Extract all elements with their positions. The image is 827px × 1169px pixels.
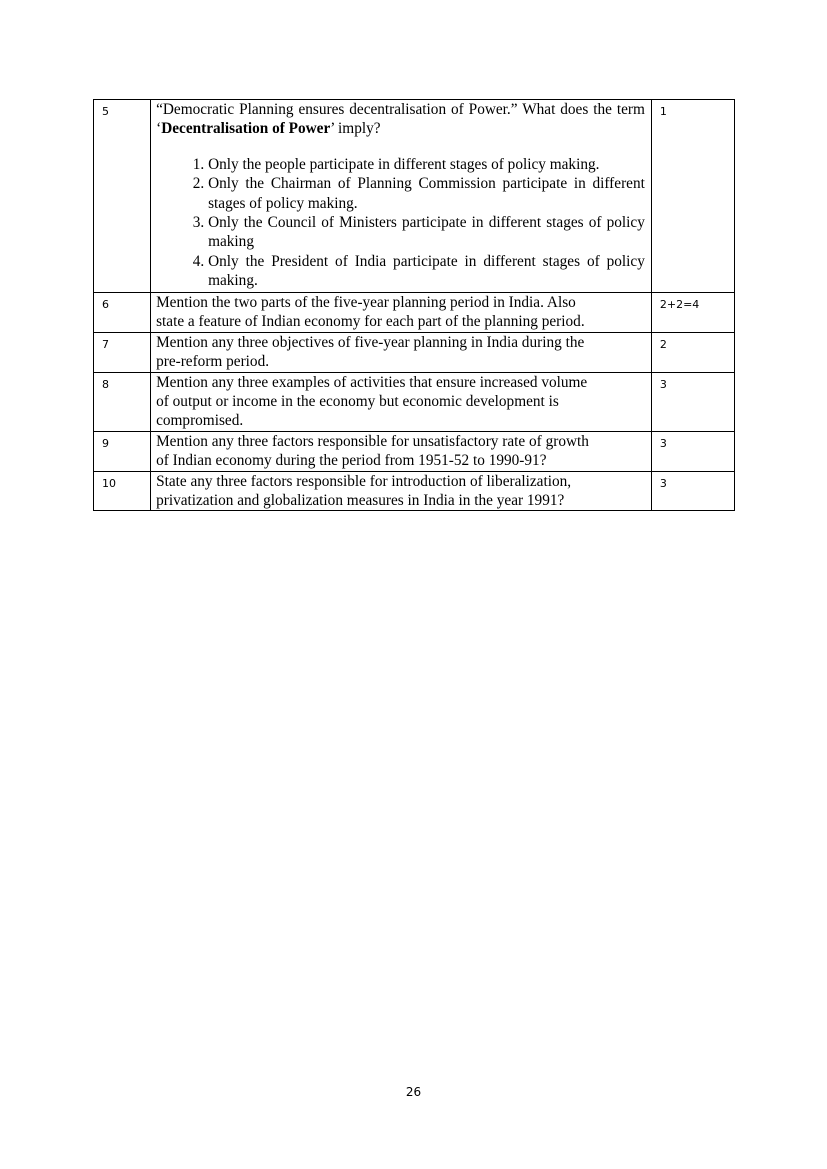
question-number: 6 [94,293,151,333]
question-stem-after: ’ imply? [330,120,381,138]
question-stem-bold: Decentralisation of Power [161,120,331,138]
option-item: 1. Only the people participate in different stages of policy making. [208,155,645,174]
question-text [151,372,652,431]
option-item: 2. Only the Chairman of Planning Commission participate in different stages of policy making. [208,174,645,213]
question-marks: 1 [651,100,734,293]
question-row [94,431,735,471]
question-stem [156,100,645,139]
question-text [151,100,652,293]
question-text [151,471,652,511]
questions-table [93,99,735,511]
page-number: 26 [405,1085,422,1099]
option-item: 4. Only the President of India participate in different stages of policy making. [208,252,645,291]
question-marks: 2 [651,332,734,372]
question-row [94,332,735,372]
question-line: state a feature of Indian economy for each part of the planning period. [156,313,585,331]
options-list [156,155,645,291]
question-number: 5 [94,100,151,293]
question-marks: 3 [651,471,734,511]
question-line: State any three factors responsible for introduction of liberalization, [156,472,572,490]
question-text [151,431,652,471]
question-line: compromised. [156,412,244,430]
question-number: 10 [94,471,151,511]
question-row [94,372,735,431]
question-row [94,100,735,293]
question-row [94,471,735,511]
question-line: of output or income in the economy but economic development is [156,393,559,411]
question-line: privatization and globalization measures in India in the year 1991? [156,492,565,510]
option-item: 3. Only the Council of Ministers participate in different stages of policy making [208,213,645,252]
question-line: Mention any three examples of activities that ensure increased volume [156,373,588,391]
question-row [94,293,735,333]
question-marks: 2+2=4 [651,293,734,333]
question-number: 9 [94,431,151,471]
question-number: 7 [94,332,151,372]
question-number: 8 [94,372,151,431]
question-marks: 3 [651,431,734,471]
question-stem-before: “Democratic Planning ensures decentralisation of Power.” What does the term ‘ [156,101,645,138]
question-marks: 3 [651,372,734,431]
question-text [151,332,652,372]
question-text [151,293,652,333]
question-line: pre-reform period. [156,353,270,371]
question-line: of Indian economy during the period from 1951-52 to 1990-91? [156,452,547,470]
question-line: Mention any three factors responsible for unsatisfactory rate of growth [156,432,589,450]
question-line: Mention any three objectives of five-year planning in India during the [156,333,585,351]
question-line: Mention the two parts of the five-year planning period in India. Also [156,294,576,311]
